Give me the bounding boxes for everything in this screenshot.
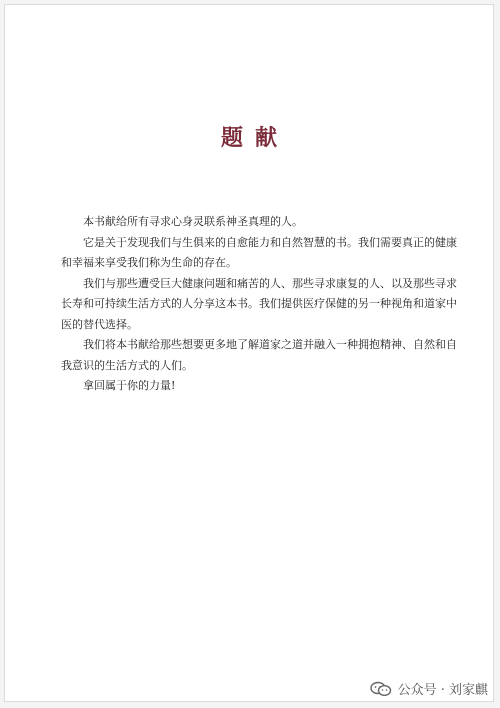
watermark bbox=[370, 679, 488, 698]
page-title: 题献 bbox=[220, 125, 289, 151]
paragraph: 我们与那些遭受巨大健康问题和痛苦的人、那些寻求康复的人、以及那些寻求长寿和可持续生活方式的人分享这本书。我们提供医疗保健的另一种视角和道家中医的替代选择。 bbox=[61, 276, 457, 331]
paragraph: 拿回属于你的力量! bbox=[83, 379, 176, 392]
dedication-body bbox=[61, 212, 457, 397]
watermark-text: 公众号 · 刘家麒 bbox=[397, 683, 488, 698]
wechat-icon bbox=[370, 681, 392, 697]
paragraph: 我们将本书献给那些想要更多地了解道家之道并融入一种拥抱精神、自然和自我意识的生活方式的人们。 bbox=[61, 338, 457, 372]
paragraph: 本书献给所有寻求心身灵联系神圣真理的人。 bbox=[83, 215, 303, 228]
paragraph: 它是关于发现我们与生俱来的自愈能力和自然智慧的书。我们需要真正的健康和幸福来享受我们称为生命的存在。 bbox=[61, 235, 457, 269]
document-page bbox=[4, 4, 494, 702]
